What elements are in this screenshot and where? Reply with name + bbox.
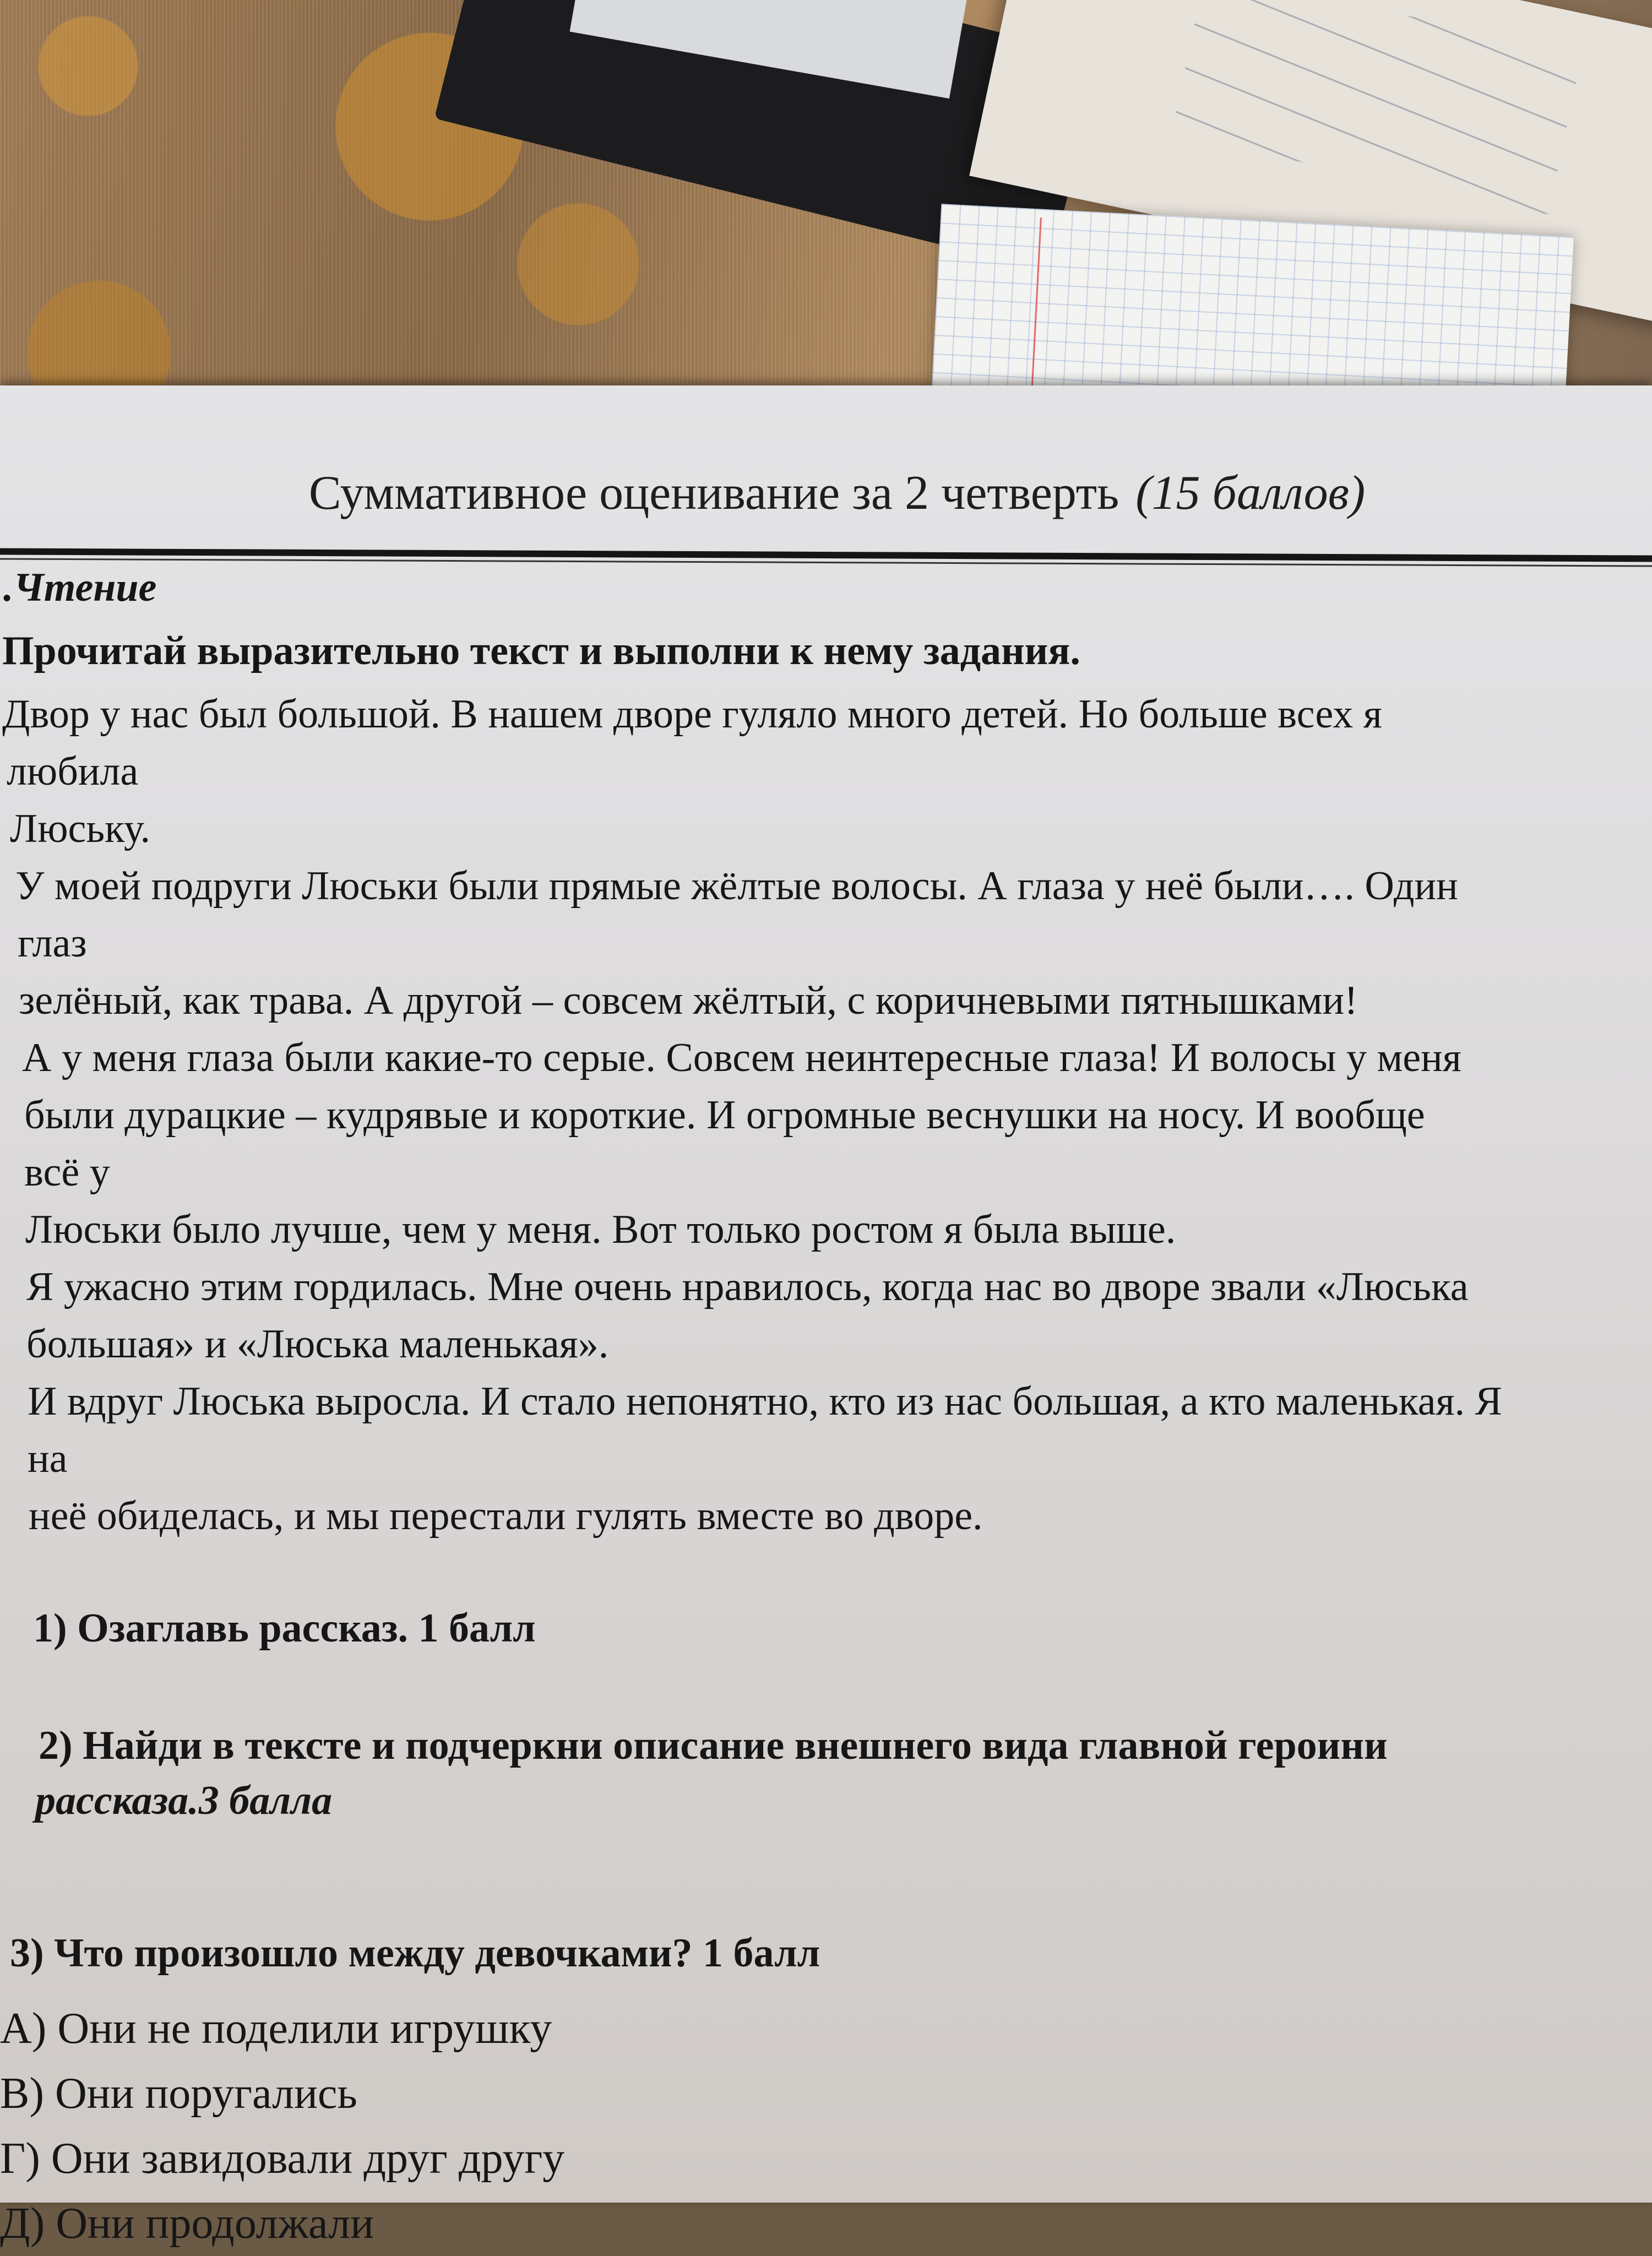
desk-background — [0, 0, 1652, 407]
text-line: И вдруг Люська выросла. И стало непонятно, кто из нас большая, а кто маленькая. Я — [28, 1379, 1502, 1424]
title-text: Суммативное оценивание за 2 четверть — [308, 466, 1120, 520]
text-line: зелёный, как трава. А другой – совсем жёлтый, с коричневыми пятнышками! — [19, 978, 1358, 1023]
question-3: 3) Что произошло между девочками? 1 балл — [10, 1931, 820, 1976]
worksheet — [0, 385, 1652, 2248]
text-line: глаз — [18, 921, 87, 966]
section-heading: .Чтение — [3, 565, 157, 610]
text-line: Я ужасно этим гордилась. Мне очень нравилось, когда нас во дворе звали «Люська — [26, 1264, 1469, 1309]
instruction: Прочитай выразительно текст и выполни к нему задания. — [2, 628, 1080, 673]
answer-option: А) Они не поделили игрушку — [0, 2004, 552, 2053]
question-1: 1) Озаглавь рассказ. 1 балл — [33, 1606, 536, 1651]
text-line: на — [28, 1436, 68, 1481]
grid-notebook — [932, 204, 1574, 407]
answer-option: Д) Они продолжали — [0, 2199, 374, 2248]
title-score: (15 баллов) — [1135, 466, 1366, 520]
text-line: неё обиделась, и мы перестали гулять вместе во дворе. — [29, 1493, 983, 1539]
text-line: У моей подруги Люськи были прямые жёлтые волосы. А глаза у неё были…. Один — [15, 863, 1458, 909]
question-2 — [35, 1718, 1652, 1828]
answer-option: Г) Они завидовали друг другу — [0, 2134, 565, 2183]
text-line: А у меня глаза были какие-то серые. Совсем неинтересные глаза! И волосы у меня — [22, 1035, 1461, 1080]
text-line: большая» и «Люська маленькая». — [26, 1322, 609, 1367]
answer-option: В) Они поругались — [0, 2069, 357, 2118]
text-line: были дурацкие – кудрявые и короткие. И огромные веснушки на носу. И вообще — [24, 1092, 1425, 1138]
question-2-line-1: 2) Найди в тексте и подчеркни описание внешнего вида главной героини — [39, 1723, 1388, 1768]
question-2-line-2: рассказа.3 балла — [35, 1778, 333, 1823]
answer-options — [0, 1996, 1646, 2256]
text-line: Люськи было лучше, чем у меня. Вот только ростом я была выше. — [25, 1207, 1176, 1252]
text-line: всё у — [24, 1150, 110, 1195]
text-line: любила — [7, 749, 139, 794]
text-line: Люську. — [10, 806, 151, 851]
reading-text — [2, 686, 1649, 1545]
page-title — [0, 465, 1652, 521]
text-line: Двор у нас был большой. В нашем дворе гуляло много детей. Но больше всех я — [2, 692, 1382, 737]
